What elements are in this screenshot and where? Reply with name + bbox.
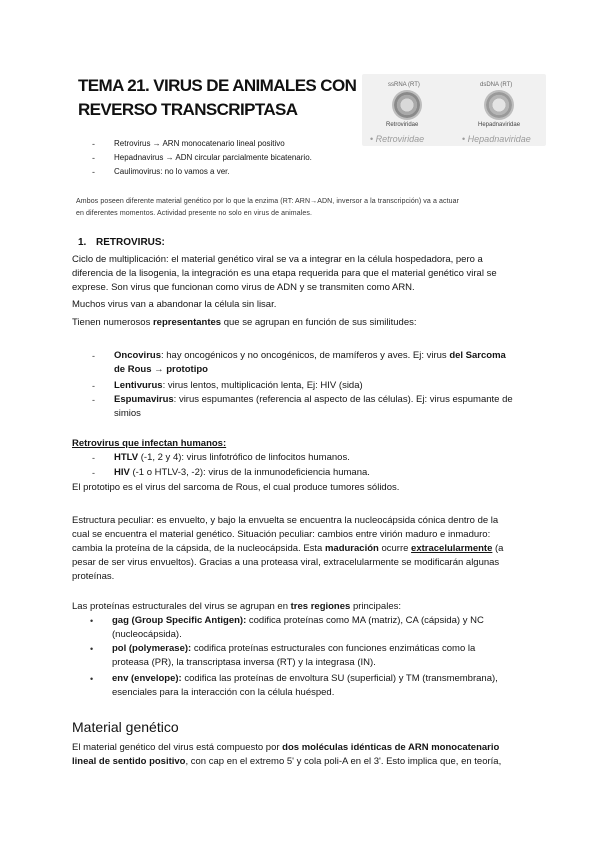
group-text bbox=[114, 379, 363, 393]
region-term: env (envelope): bbox=[112, 673, 182, 684]
group-item bbox=[92, 393, 513, 421]
figure-right-caption bbox=[462, 134, 531, 144]
virus-figure bbox=[362, 74, 546, 146]
structure-bold-1: maduración bbox=[324, 543, 379, 554]
structure-end: (a bbox=[492, 543, 504, 554]
region-l1: codifica proteínas estructurales con funciones enzimáticas como la bbox=[191, 643, 476, 654]
bullet-dot: • bbox=[90, 616, 94, 626]
region-l1: codifica las proteínas de envoltura SU (superficial) y TM (transmembrana), bbox=[181, 673, 498, 684]
caption-text: Hepadnaviridae bbox=[467, 134, 531, 144]
group-desc: : hay oncogénicos y no oncogénicos, de mamíferos y aves. Ej: virus bbox=[161, 350, 450, 361]
human-heading: Retrovirus que infectan humanos: bbox=[72, 438, 227, 449]
paragraph-line: diferencia de la lisogenia, la integración es una etapa requerida para que el material genético viral se bbox=[72, 268, 497, 279]
reps-bold: representantes bbox=[152, 317, 222, 328]
paragraph-line: Muchos virus van a abandonar la célula sin lisar. bbox=[72, 299, 277, 310]
caption-bullet: • bbox=[462, 134, 466, 144]
bullet-dot: • bbox=[90, 674, 94, 684]
region-term: gag (Group Specific Antigen): bbox=[112, 615, 247, 626]
human-term: HIV bbox=[114, 467, 130, 478]
group-extra: del Sarcoma bbox=[449, 350, 506, 361]
region-item bbox=[90, 672, 498, 700]
title-line-2: REVERSO TRANSCRIPTASA bbox=[78, 100, 298, 119]
structure-line: proteínas. bbox=[72, 571, 115, 582]
group-line2: simios bbox=[114, 408, 141, 419]
intro-text: Hepadnavirus → ADN circular parcialmente bicatenario. bbox=[114, 153, 312, 162]
group-desc: : virus espumantes (referencia al aspecto de las células). Ej: virus espumante de bbox=[173, 394, 513, 405]
regions-post: principales: bbox=[350, 601, 402, 612]
genetic-heading: Material genético bbox=[72, 719, 179, 735]
group-item bbox=[92, 379, 363, 393]
bullet-dot: • bbox=[90, 644, 94, 654]
figure-left-name: Retroviridae bbox=[386, 122, 419, 128]
human-item bbox=[92, 466, 370, 480]
intro-item bbox=[92, 165, 230, 179]
group-text bbox=[114, 349, 506, 377]
region-text bbox=[112, 672, 498, 700]
region-term: pol (polymerase): bbox=[112, 643, 192, 654]
region-text bbox=[112, 614, 484, 642]
note-line-1: Ambos poseen diferente material genético por lo que la enzima (RT: ARN→ADN, inversor a la transcripción) va a actuar bbox=[76, 198, 460, 205]
region-l1: codifica proteínas como MA (matriz), CA (cápsida) y NC bbox=[246, 615, 484, 626]
human-text bbox=[114, 451, 350, 465]
retrovirus-virion-icon bbox=[394, 92, 420, 118]
bullet-dash: - bbox=[92, 395, 95, 405]
reps-post: que se agrupan en función de sus similitudes: bbox=[221, 317, 417, 328]
region-l2: esenciales para la interacción con la célula huésped. bbox=[112, 687, 335, 698]
figure-left-tag: ssRNA (RT) bbox=[388, 82, 420, 88]
human-term: HTLV bbox=[114, 452, 139, 463]
genetic-line bbox=[72, 741, 499, 755]
hepadnavirus-virion-icon bbox=[486, 92, 512, 118]
bullet-dash: - bbox=[92, 453, 95, 463]
region-item bbox=[90, 642, 475, 670]
human-text bbox=[114, 466, 370, 480]
regions-line bbox=[72, 600, 401, 614]
figure-right-name: Hepadnaviridae bbox=[478, 122, 521, 128]
figure-left-caption bbox=[370, 134, 424, 144]
group-text bbox=[114, 393, 513, 421]
region-text bbox=[112, 642, 475, 670]
title-line-1: TEMA 21. VIRUS DE ANIMALES CON bbox=[78, 76, 357, 95]
human-desc: (-1, 2 y 4): virus linfotrófico de linfocitos humanos. bbox=[138, 452, 350, 463]
structure-line bbox=[72, 542, 503, 556]
bullet-dash: - bbox=[92, 381, 95, 391]
genetic-bold: dos moléculas idénticas de ARN monocatenario bbox=[282, 742, 500, 753]
prototype-line: El prototipo es el virus del sarcoma de Rous, el cual produce tumores sólidos. bbox=[72, 482, 400, 493]
regions-pre: Las proteínas estructurales del virus se agrupan en bbox=[72, 601, 291, 612]
region-l2: proteasa (PR), la transcriptasa inversa (RT) y la integrasa (IN). bbox=[112, 657, 376, 668]
structure-l3: cambia la proteína de la cápsida, de la nucleocápsida. Esta bbox=[72, 543, 325, 554]
representatives-line bbox=[72, 316, 417, 330]
paragraph-line: exprese. Son virus que funcionan como virus de ADN y se transmiten como ARN. bbox=[72, 282, 415, 293]
intro-item bbox=[92, 151, 312, 165]
structure-line: Estructura peculiar: es envuelto, y bajo la envuelta se encuentra la nucleocápsida cónica dentro de la bbox=[72, 515, 499, 526]
structure-bold-2: extracelularmente bbox=[411, 543, 493, 554]
bullet-dash: - bbox=[92, 139, 95, 149]
bullet-dash: - bbox=[92, 351, 95, 361]
group-term: Lentivurus bbox=[114, 380, 163, 391]
group-term: Oncovirus bbox=[114, 350, 161, 361]
genetic-post: , con cap en el extremo 5' y cola poli-A en el 3'. Esto implica que, en teoría, bbox=[185, 756, 502, 767]
bullet-dash: - bbox=[92, 167, 95, 177]
note-line-2: en diferentes momentos. Actividad presente no solo en virus de animales. bbox=[76, 210, 312, 217]
group-item bbox=[92, 349, 506, 377]
bullet-dash: - bbox=[92, 153, 95, 163]
section-title: RETROVIRUS: bbox=[96, 237, 165, 248]
figure-hepadnaviridae bbox=[456, 80, 546, 146]
genetic-line bbox=[72, 755, 501, 769]
figure-retroviridae bbox=[364, 80, 454, 146]
paragraph-line: Ciclo de multiplicación: el material genético viral se va a integrar en la célula hospedadora, pero a bbox=[72, 254, 483, 265]
reps-pre: Tienen numerosos bbox=[72, 317, 153, 328]
figure-right-tag: dsDNA (RT) bbox=[480, 82, 513, 88]
group-line2: de Rous → prototipo bbox=[114, 364, 208, 375]
region-item bbox=[90, 614, 484, 642]
group-desc: : virus lentos, multiplicación lenta, Ej: HIV (sida) bbox=[162, 380, 363, 391]
region-l2: (nucleocápsida). bbox=[112, 629, 182, 640]
genetic-bold-2: lineal de sentido positivo bbox=[72, 756, 186, 767]
human-desc: (-1 o HTLV-3, -2): virus de la inmunodeficiencia humana. bbox=[129, 467, 370, 478]
intro-item bbox=[92, 137, 285, 151]
genetic-pre: El material genético del virus está compuesto por bbox=[72, 742, 283, 753]
intro-text: Retrovirus → ARN monocatenario lineal positivo bbox=[114, 139, 285, 148]
section-number: 1. bbox=[78, 237, 87, 248]
page-title bbox=[78, 74, 368, 122]
structure-line: cual se encuentra el material genético. Situación peculiar: cambios entre virión maduro e inmaduro: bbox=[72, 529, 491, 540]
human-item bbox=[92, 451, 350, 465]
intro-text: Caulimovirus: no lo vamos a ver. bbox=[114, 167, 230, 176]
bullet-dash: - bbox=[92, 468, 95, 478]
structure-line: pesar de ser virus envueltos). Gracias a una proteasa viral, extracelularmente se modificarán algunas bbox=[72, 557, 500, 568]
caption-text: Retroviridae bbox=[375, 134, 425, 144]
structure-mid: ocurre bbox=[378, 543, 412, 554]
caption-bullet: • bbox=[370, 134, 374, 144]
group-term: Espumavirus bbox=[114, 394, 174, 405]
regions-bold: tres regiones bbox=[290, 601, 351, 612]
